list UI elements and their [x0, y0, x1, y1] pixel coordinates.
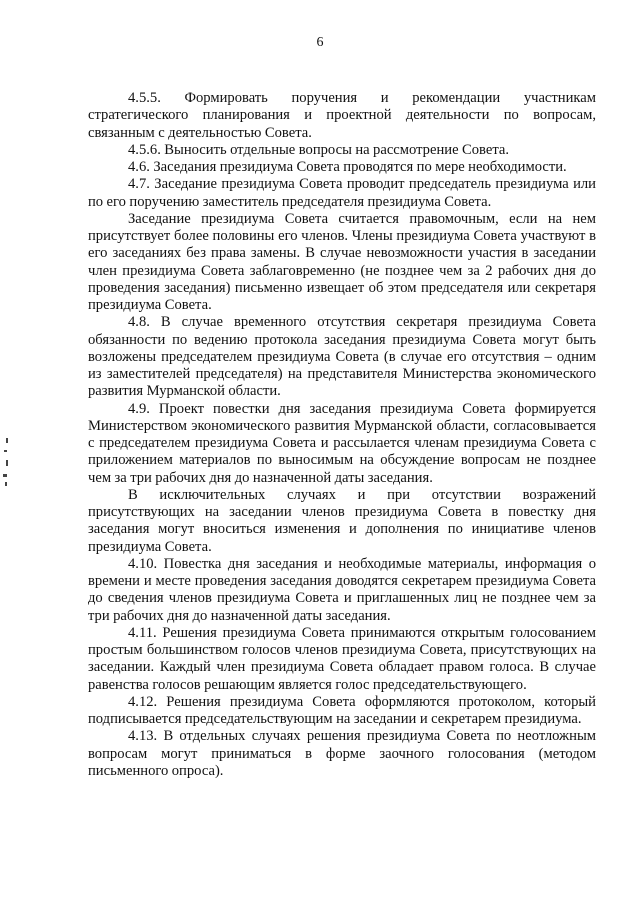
paragraph-4-5-5: 4.5.5. Формировать поручения и рекомендации участникам стратегического планирования и проектной деятельности по вопросам, связанным с деятельностью Совета.: [88, 90, 596, 141]
paragraph-4-12: 4.12. Решения президиума Совета оформляются протоколом, который подписывается председательствующим на заседании и секретарем президиума.: [88, 693, 596, 727]
paragraph-4-5-6: 4.5.6. Выносить отдельные вопросы на рассмотрение Совета.: [128, 141, 509, 158]
paragraph-4-13: 4.13. В отдельных случаях решения президиума Совета по неотложным вопросам могут приниматься в форме заочного голосования (методом письменного опроса).: [88, 728, 596, 779]
document-body: [88, 90, 596, 780]
paragraph-4-6: 4.6. Заседания президиума Совета проводятся по мере необходимости.: [128, 159, 567, 175]
paragraph-exceptional-cases: В исключительных случаях и при отсутствии возражений присутствующих на заседании членов президиума Совета в повестку дня заседания могут вноситься изменения и дополнения по инициативе членов президиума Совета.: [88, 486, 596, 555]
paragraph-4-8: 4.8. В случае временного отсутствия секретаря президиума Совета обязанности по ведению протокола заседания президиума Совета могут быть возложены председателем президиума Совета (в случае его отсутствия – одним из заместителей председателя) на представителя Министерства экономического развития Мурманской области.: [88, 314, 596, 400]
scan-mark: [5, 482, 7, 486]
paragraph-4-9: 4.9. Проект повестки дня заседания президиума Совета формируется Министерством экономического развития Мурманской области, согласовывается с председателем президиума Совета и рассылается членам президиума Совета с приложением материалов по выносимым на обсуждение вопросам не позднее чем за три рабочих дня до назначенной даты заседания.: [88, 400, 596, 486]
paragraph-4-7: 4.7. Заседание президиума Совета проводит председатель президиума или по его поручению заместитель председателя президиума Совета.: [88, 176, 596, 210]
scan-mark: [3, 474, 7, 477]
scan-mark: [6, 460, 8, 466]
scan-mark: [6, 438, 8, 443]
page-number: 6: [316, 35, 324, 50]
paragraph-4-11: 4.11. Решения президиума Совета принимаются открытым голосованием простым большинством голосов членов президиума Совета, присутствующих на заседании. Каждый член президиума Совета обладает правом голоса. В случае равенства голосов решающим является голос председательствующего.: [88, 624, 596, 693]
paragraph-4-10: 4.10. Повестка дня заседания и необходимые материалы, информация о времени и месте проведения заседания доводятся секретарем президиума Совета до сведения членов президиума Совета и приглашенных лиц не позднее чем за три рабочих дня до назначенной даты заседания.: [88, 555, 596, 624]
scan-mark: [4, 450, 7, 452]
paragraph-quorum: Заседание президиума Совета считается правомочным, если на нем присутствует более половины его членов. Члены президиума Совета участвуют в его заседаниях без права замены. В случае невозможности участия в заседании член президиума Совета заблаговременно (не позднее чем за 2 рабочих дня до проведения заседания) письменно извещает об этом председателя или секретаря президиума Совета.: [88, 210, 596, 313]
